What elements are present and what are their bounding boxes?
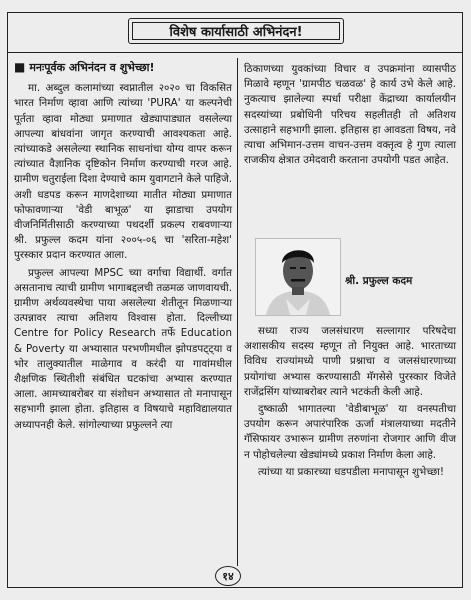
portrait-photo — [255, 238, 341, 316]
right-column-top — [244, 62, 456, 170]
column-divider — [237, 58, 238, 566]
portrait-illustration — [256, 239, 340, 315]
header-divider — [8, 52, 462, 53]
photo-caption: श्री. प्रफुल्ल कदम — [345, 275, 413, 287]
article-title: विशेष कार्यासाठी अभिनंदन! — [169, 25, 303, 40]
right-column-bottom — [244, 324, 456, 482]
left-paragraph-1: मा. अब्दुल कलामांच्या स्वप्नातील २०२० चा विकसित भारत निर्माण व्हावा आणि त्यांच्या 'PURA' या कल्पनेची पूर्तता व्हावा मोठ्या प्रमाणात खेड्यापाड्यात वसलेल्या आपल्या बांधवांना जागृत करण्याची आवश्यकता आहे. त्यांच्याकडे असलेल्या स्थानिक साधनांचा योग्य वापर करून त्यांच्यात वैज्ञानिक दृष्टिकोन निर्माण करण्याची गरज आहे. ग्रामीण चतुराईला दिशा देण्याचे काम युवागटाने केले पाहिजे. अशी धडपड करून माणदेशाच्या मातीत मोठ्या प्रमाणात फोफावणाऱ्या 'वेडी बाभूळ' या झाडाचा उपयोग वीजनिर्मितीसाठी करण्याच्या पथदर्शी प्रकल्प राबवणाऱ्या श्री. प्रफुल्ल कदम यांना २००५-०६ चा 'सरिता-महेश' पुरस्कार प्रदान करण्यात आला. — [14, 82, 232, 262]
left-column — [14, 60, 232, 435]
right-paragraph-3: त्यांच्या या प्रकारच्या धडपडीला मनापासून शुभेच्छा! — [258, 465, 444, 478]
article-title-box — [128, 18, 344, 44]
congratulations-subhead — [14, 60, 232, 75]
page-number: १४ — [215, 566, 241, 586]
subhead-text: मनःपूर्वक अभिनंदन व शुभेच्छा! — [29, 61, 155, 74]
right-paragraph-2: दुष्काळी भागातल्या 'वेडीबाभूळ' या वनस्पतीचा उपयोग करून अपारंपारिक ऊर्जा मंत्रालयाच्या मदतीने गॅसिफायर उभारून ग्रामीण तरुणांना रोजगार आणि वीज न पोहोचलेल्या खेड्यांमध्ये प्रकाश निर्माण केला आहे. — [244, 403, 456, 461]
right-paragraph-1: सध्या राज्य जलसंधारण सल्लागार परिषदेचा अशासकीय सदस्य म्हणून तो नियुक्त आहे. भारताच्या विविध राज्यांमध्ये पाणी प्रश्नाचा व जलसंधारणाच्या प्रयोगांचा अभ्यास करण्यासाठी मॅगसेसे पुरस्कार विजेते राजेंद्रसिंग यांच्याबरोबर त्याने भटकंती केली आहे. — [244, 325, 456, 398]
right-paragraph-top: ठिकाणच्या युवकांच्या विचार व उपक्रमांना व्यासपीठ मिळावे म्हणून 'ग्रामपीठ चळवळ' हे कार्य उभे केले आहे. नुकत्याच झालेल्या स्पर्धा परीक्षा केंद्राच्या कार्यालयीन सदस्यांच्या प्रबोधिनी परिचय सहलीतही तो अतिशय उत्साहाने सहभागी झाला. इतिहास हा आवडता विषय, नवे त्याचा अभिमान-उत्तम वाचन-उत्तम वक्तृत्व हे गुण त्याला राजकीय क्षेत्रात उमेदवारी करताना उपयोगी पडत आहेत. — [244, 63, 456, 167]
left-paragraph-2: प्रफुल्ल आपल्या MPSC च्या वर्गाचा विद्यार्थी. वर्गात असतानाच त्याची ग्रामीण भागाबद्दलची तळमळ जाणवायची. ग्रामीण अर्थव्यवस्थेचा पाया असलेल्या शेतीतून मिळणाऱ्या उत्पन्नावर त्याचा अतिशय विश्वास होता. दिल्लीच्या Centre for Policy Research तर्फे Education & Poverty या अभ्यासात परभणीमधील झोपडपट्ट्या व भोर तालुक्यातील माळेगाव व करंदी या गावांमधील शैक्षणिक स्थितीशी संबंधित घटकांचा अभ्यास करण्यात आला. आमच्याबरोबर या संशोधन अभ्यासात तो मनापासून सहभागी झाला होता. इतिहास व विषयाचे महाविद्यालयात अध्यापनही केले. सांगोल्याच्या प्रफुल्लने त्या — [14, 266, 232, 431]
bullet-icon: ■ — [14, 60, 26, 74]
